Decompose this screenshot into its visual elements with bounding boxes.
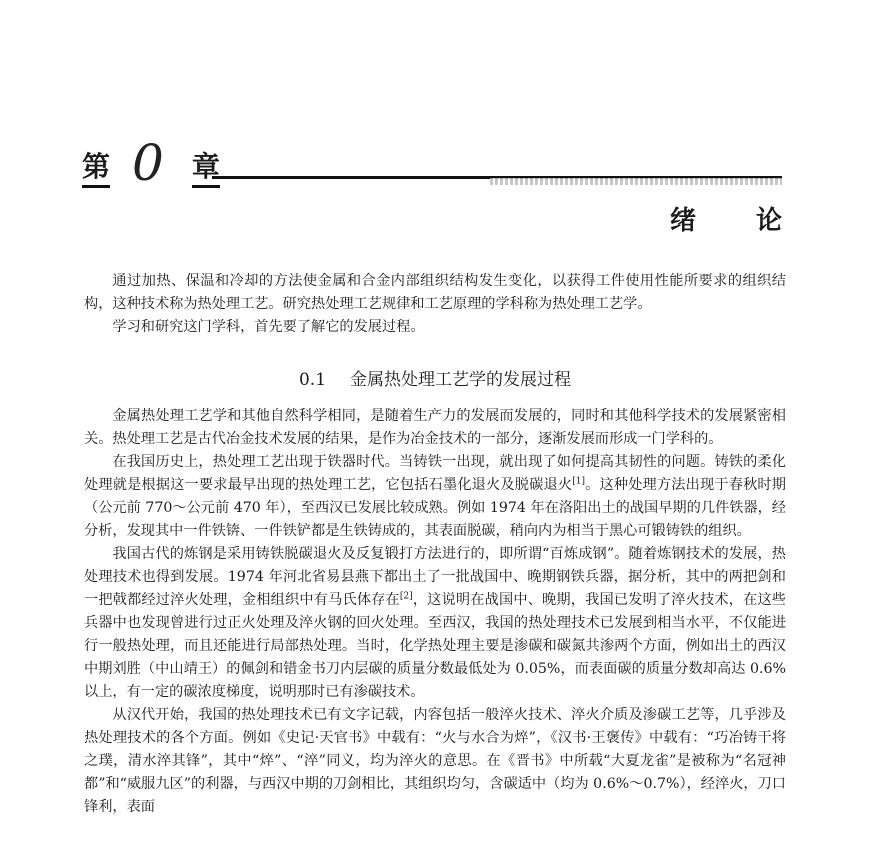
section-heading [0,368,870,392]
body-paragraph-2-part-b: 。这种处理方法出现于春秋时期（公元前 770～公元前 470 年），至西汉已发展比较成熟。例如 1974 年在洛阳出土的战国早期的几件铁器，经分析，发现其中一件铁锛、一件铁铲都是生铁铸成的，其表面脱碳，稍向内为相当于黑心可锻铸铁的组织。 [84,477,786,539]
body-paragraph-3-part-b: ，这说明在战国中、晚期，我国已发明了淬火技术，在这些兵器中也发现曾进行过正火处理及淬火钢的回火处理。至西汉，我国的热处理技术已发展到相当水平，不仅能进行一般热处理，而且还能进行局部热处理。当时，化学热处理主要是渗碳和碳氮共渗两个方面，例如出土的西汉中期刘胜（中山靖王）的佩剑和错金书刀内层碳的质量分数最低处为 0.05%，而表面碳的质量分数却高达 0.6% 以上，有一定的碳浓度梯度，说明那时已有渗碳技术。 [84,592,786,700]
citation-ref-2: [2] [399,591,413,602]
body-paragraph-3 [84,543,786,704]
body-paragraph-2-part-a: 在我国历史上，热处理工艺出现于铁器时代。当铸铁一出现，就出现了如何提高其韧性的问题。铸铁的柔化处理就是根据这一要求最早出现的热处理工艺，它包括石墨化退火及脱碳退火 [84,454,786,493]
chapter-suffix: 章 [192,152,220,188]
chapter-heading [82,128,220,192]
section-number: 0.1 [298,370,327,390]
body-paragraph-2 [84,451,786,543]
citation-ref-1: [1] [572,476,585,487]
chapter-number: 0 [132,134,164,192]
intro-paragraph-2: 学习和研究这门学科，首先要了解它的发展过程。 [112,319,425,335]
intro-paragraph-1: 通过加热、保温和冷却的方法使金属和合金内部组织结构发生变化，以获得工件使用性能所要求的组织结构，这种技术称为热处理工艺。研究热处理工艺规律和工艺原理的学科称为热处理工艺学。 [84,273,786,312]
body-paragraph-3-part-a: 我国古代的炼钢是采用铸铁脱碳退火及反复锻打方法进行的，即所谓“百炼成钢”。随着炼钢技术的发展，热处理技术也得到发展。1974 年河北省易县燕下都出土了一批战国中、晚期钢铁兵器，据分析，其中的两把剑和一把戟都经过淬火处理，金相组织中有马氏体存在 [84,546,786,608]
chapter-prefix: 第 [82,152,110,188]
section-body [84,405,786,819]
body-paragraph-1: 金属热处理工艺学和其他自然科学相同，是随着生产力的发展而发展的，同时和其他科学技术的发展紧密相关。热处理工艺是古代冶金技术发展的结果，是作为冶金技术的一部分，逐渐发展而形成一门学科的。 [84,408,786,447]
body-paragraph-4: 从汉代开始，我国的热处理技术已有文字记载，内容包括一般淬火技术、淬火介质及渗碳工艺等，几乎涉及热处理技术的各个方面。例如《史记·天官书》中载有：“火与水合为焠”，《汉书·王褒传》中载有：“巧冶铸干将之璞，清水淬其锋”，其中“焠”、“淬”同义，均为淬火的意思。在《晋书》中所载“大夏龙雀”是被称为“名冠神都”和“威服九区”的利器，与西汉中期的刀剑相比，其组织均匀，含碳适中（均为 0.6%～0.7%），经淬火，刀口锋利，表面 [84,707,786,815]
chapter-title: 绪论 [669,206,842,236]
chapter-decorative-band [490,178,782,185]
intro-text [84,270,786,339]
section-title: 金属热处理工艺学的发展过程 [350,370,572,390]
